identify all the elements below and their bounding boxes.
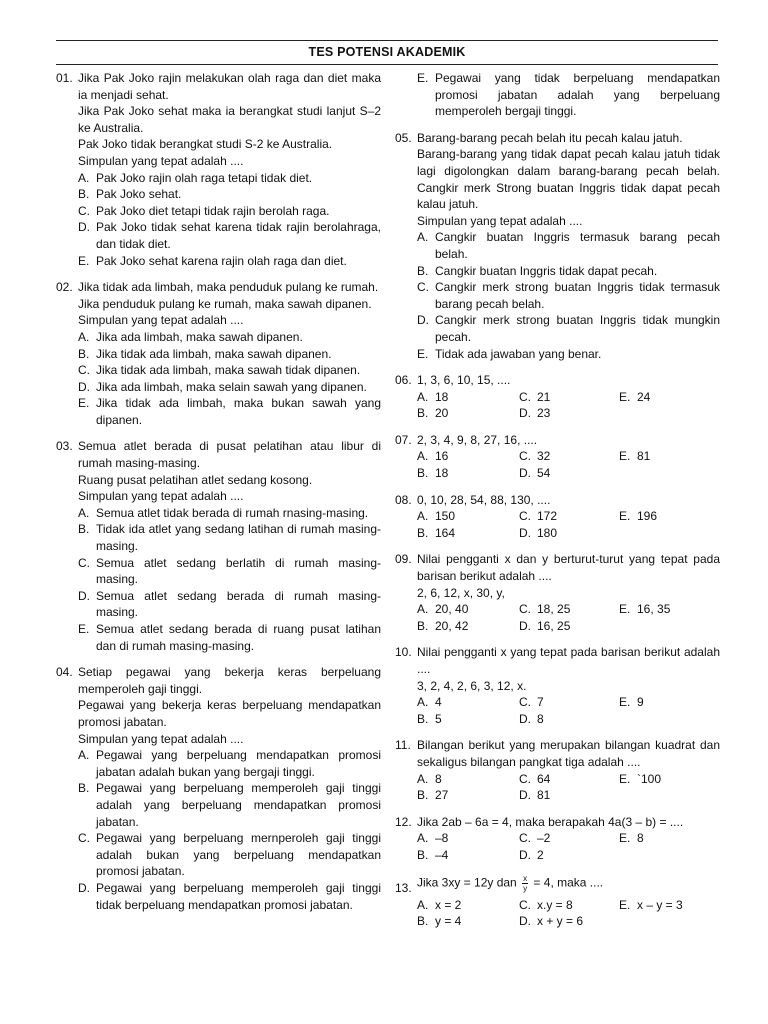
option-e[interactable] xyxy=(417,346,720,363)
option-text: Semua atlet sedang berada di ruang pusat latihan dan di rumah masing-masing. xyxy=(96,622,381,653)
option-text: 8 xyxy=(637,831,644,846)
option-c[interactable] xyxy=(519,601,619,618)
premise: Semua atlet berada di pusat pelatihan atau libur di rumah masing-masing. xyxy=(78,439,381,471)
question-body xyxy=(417,874,720,930)
question-body xyxy=(417,492,720,542)
question-prompt: Jika 2ab – 6a = 4, maka berapakah 4a(3 – b) = .... xyxy=(417,814,684,829)
option-text: 9 xyxy=(637,695,644,710)
option-text: Cangkir merk strong buatan Inggris tidak mungkin pecah. xyxy=(435,313,720,344)
option-letter: D. xyxy=(519,466,531,481)
option-letter: A. xyxy=(417,449,429,464)
option-d[interactable] xyxy=(519,405,619,422)
option-text: 196 xyxy=(637,509,658,524)
option-text: 18, 25 xyxy=(537,602,571,617)
option-text: Pak Joko diet tetapi tidak rajin berolah raga. xyxy=(96,203,330,218)
premise: Barang-barang yang tidak dapat pecah kalau jatuh tidak lagi digolongkan dalam barang-barang pecah belah. Cangkir merk Strong buatan Inggris tidak dapat pecah kalau jatuh. xyxy=(417,147,720,212)
answer-options xyxy=(78,505,381,654)
question-number: 02. xyxy=(56,280,73,295)
option-letter: D. xyxy=(519,618,531,633)
option-c[interactable] xyxy=(519,771,619,788)
question-number: 09. xyxy=(395,552,412,567)
question-number: 07. xyxy=(395,432,412,447)
question-body xyxy=(417,70,720,120)
answer-options xyxy=(78,747,381,913)
option-text: Semua atlet sedang berada di rumah masing-masing. xyxy=(96,588,381,620)
option-b[interactable] xyxy=(417,618,519,635)
option-text: 2 xyxy=(537,847,544,862)
option-text: x – y = 3 xyxy=(637,897,683,912)
option-letter: D. xyxy=(519,406,531,421)
option-c[interactable] xyxy=(417,279,720,312)
option-e[interactable] xyxy=(619,830,719,847)
option-e[interactable] xyxy=(619,771,719,788)
option-e[interactable] xyxy=(619,389,719,406)
option-letter: B. xyxy=(417,406,429,421)
question-prompt: Nilai pengganti x yang tepat pada barisan berikut adalah .... xyxy=(417,645,720,676)
option-c[interactable] xyxy=(78,555,381,588)
answer-options xyxy=(78,329,381,429)
option-a[interactable] xyxy=(78,170,381,187)
option-letter: E. xyxy=(417,71,429,85)
option-letter: E. xyxy=(417,346,429,361)
option-text: 27 xyxy=(435,788,449,803)
option-letter: B. xyxy=(78,187,90,202)
question-10 xyxy=(395,644,720,727)
option-c[interactable] xyxy=(78,830,381,880)
option-a[interactable] xyxy=(78,747,381,780)
option-letter: D. xyxy=(519,525,531,540)
option-letter: B. xyxy=(417,466,429,481)
premise: Jika Pak Joko sehat maka ia berangkat studi lanjut S–2 ke Australia. xyxy=(78,104,381,135)
option-d[interactable] xyxy=(519,618,619,635)
question-07 xyxy=(395,432,720,482)
option-letter: D. xyxy=(78,588,90,603)
question-08 xyxy=(395,492,720,542)
option-letter: C. xyxy=(519,509,531,524)
right-column xyxy=(395,70,720,930)
option-text: –8 xyxy=(435,831,449,846)
option-d[interactable] xyxy=(519,913,619,930)
option-d[interactable] xyxy=(78,880,381,913)
option-e[interactable] xyxy=(78,395,381,428)
premise: Jika Pak Joko rajin melakukan olah raga dan diet maka ia menjadi sehat. xyxy=(78,71,381,102)
premise: Jika penduduk pulang ke rumah, maka sawah dipanen. xyxy=(78,296,372,311)
answer-options xyxy=(417,694,720,727)
option-b[interactable] xyxy=(417,913,519,930)
premise: Pak Joko tidak berangkat studi S-2 ke Australia. xyxy=(78,137,333,152)
option-text: 5 xyxy=(435,711,442,726)
option-d[interactable] xyxy=(519,787,619,804)
option-d[interactable] xyxy=(519,465,619,482)
question-09 xyxy=(395,551,720,634)
option-text: 4 xyxy=(435,695,442,710)
option-c[interactable] xyxy=(519,830,619,847)
option-text: Tidak ida atlet yang sedang latihan di rumah masing-masing. xyxy=(96,522,381,554)
question-body xyxy=(78,664,381,913)
option-letter: A. xyxy=(417,771,429,786)
option-letter: A. xyxy=(417,695,429,710)
option-text: 150 xyxy=(435,509,456,524)
option-letter: E. xyxy=(619,449,631,464)
question-number: 08. xyxy=(395,492,412,507)
number-sequence: 0, 10, 28, 54, 88, 130, .... xyxy=(417,492,551,507)
question-body xyxy=(417,644,720,727)
option-text: 16, 35 xyxy=(637,602,671,617)
option-letter: E. xyxy=(619,389,631,404)
question-prompt xyxy=(417,874,720,893)
option-letter: E. xyxy=(619,602,631,617)
option-c[interactable] xyxy=(519,389,619,406)
option-text: Pak Joko sehat. xyxy=(96,187,182,202)
option-b[interactable] xyxy=(417,711,519,728)
premise: Jika tidak ada limbah, maka penduduk pulang ke rumah. xyxy=(78,280,379,295)
option-letter: D. xyxy=(78,379,90,394)
fraction-numerator: x xyxy=(523,873,528,883)
option-text: 18 xyxy=(435,389,449,404)
option-text: 164 xyxy=(435,525,456,540)
option-text: Jika tidak ada limbah, maka sawah dipanen. xyxy=(96,346,332,361)
answer-options xyxy=(417,508,720,541)
option-letter: D. xyxy=(417,313,429,328)
option-a[interactable] xyxy=(417,694,519,711)
option-e[interactable] xyxy=(78,621,381,654)
question-body xyxy=(417,551,720,634)
option-letter: E. xyxy=(78,396,90,411)
option-letter: C. xyxy=(519,897,531,912)
option-letter: B. xyxy=(417,618,429,633)
answer-options xyxy=(78,170,381,270)
question-number: 01. xyxy=(56,71,73,85)
answer-options xyxy=(417,389,720,422)
question-04 xyxy=(56,664,381,913)
option-text: Semua atlet sedang berlatih di rumah masing-masing. xyxy=(96,555,381,587)
option-text: Jika ada limbah, maka sawah dipanen. xyxy=(96,329,303,344)
option-letter: B. xyxy=(78,522,90,537)
question-number: 11. xyxy=(395,738,411,753)
question-01 xyxy=(56,70,381,269)
option-letter: B. xyxy=(417,788,429,803)
option-text: x = 2 xyxy=(435,897,462,912)
option-b[interactable] xyxy=(417,405,519,422)
option-e[interactable] xyxy=(619,694,719,711)
answer-options xyxy=(417,448,720,481)
option-letter: B. xyxy=(78,346,90,361)
option-text: 8 xyxy=(537,711,544,726)
option-text: 18 xyxy=(435,466,449,481)
question-prompt: Simpulan yang tepat adalah .... xyxy=(78,153,244,168)
option-text: 16 xyxy=(435,449,449,464)
fraction-denominator: y xyxy=(523,883,528,893)
option-letter: A. xyxy=(417,897,429,912)
question-03 xyxy=(56,438,381,654)
option-text: x + y = 6 xyxy=(537,914,584,929)
option-text: 8 xyxy=(435,771,442,786)
option-b[interactable] xyxy=(417,465,519,482)
question-prompt: Simpulan yang tepat adalah .... xyxy=(78,313,244,328)
option-a[interactable] xyxy=(417,771,519,788)
premise: Pegawai yang bekerja keras berpeluang mendapatkan promosi jabatan. xyxy=(78,698,381,729)
title-rule xyxy=(56,64,718,65)
option-letter: E. xyxy=(78,253,90,268)
premise: Ruang pusat pelatihan atlet sedang kosong. xyxy=(78,472,313,487)
premise: Setiap pegawai yang bekerja keras berpeluang memperoleh gaji tinggi. xyxy=(78,665,381,696)
question-number: 10. xyxy=(395,645,412,660)
option-letter: D. xyxy=(519,788,531,803)
option-letter: C. xyxy=(78,555,90,570)
question-body xyxy=(417,432,720,482)
option-text: `100 xyxy=(637,771,662,786)
option-text: Jika tidak ada limbah, maka bukan sawah yang dipanen. xyxy=(96,396,381,427)
option-letter: C. xyxy=(519,449,531,464)
option-d[interactable] xyxy=(78,588,381,621)
option-d[interactable] xyxy=(519,847,619,864)
option-letter: E. xyxy=(619,509,631,524)
option-letter: C. xyxy=(417,280,429,295)
option-text: Pegawai yang berpeluang mendapatkan promosi jabatan adalah bukan yang bergaji tinggi. xyxy=(96,748,381,779)
option-letter: A. xyxy=(78,505,90,520)
option-letter: B. xyxy=(417,525,429,540)
option-d[interactable] xyxy=(78,219,381,252)
prompt-text: = 4, maka .... xyxy=(533,875,604,890)
option-letter: C. xyxy=(78,831,90,846)
option-a[interactable] xyxy=(417,830,519,847)
option-letter: E. xyxy=(619,831,631,846)
number-sequence: 3, 2, 4, 2, 6, 3, 12, x. xyxy=(417,678,527,693)
question-06 xyxy=(395,372,720,422)
question-prompt: Simpulan yang tepat adalah .... xyxy=(78,731,244,746)
option-c[interactable] xyxy=(519,448,619,465)
question-05 xyxy=(395,130,720,362)
option-letter: B. xyxy=(417,847,429,862)
option-letter: A. xyxy=(417,602,429,617)
option-letter: A. xyxy=(78,170,90,185)
option-text: 20, 42 xyxy=(435,618,469,633)
option-a[interactable] xyxy=(78,329,381,346)
option-text: Jika tidak ada limbah, maka sawah tidak dipanen. xyxy=(96,363,361,378)
option-b[interactable] xyxy=(78,346,381,363)
option-text: Cangkir buatan Inggris termasuk barang pecah belah. xyxy=(435,230,720,261)
option-c[interactable] xyxy=(78,362,381,379)
option-c[interactable] xyxy=(519,508,619,525)
option-letter: A. xyxy=(417,509,429,524)
question-prompt: Simpulan yang tepat adalah .... xyxy=(78,489,244,504)
option-letter: C. xyxy=(519,771,531,786)
question-12 xyxy=(395,814,720,864)
question-body xyxy=(78,438,381,654)
question-body xyxy=(78,279,381,428)
option-letter: C. xyxy=(519,695,531,710)
option-letter: E. xyxy=(619,771,631,786)
question-body xyxy=(78,70,381,269)
option-e[interactable] xyxy=(619,601,719,618)
answer-options xyxy=(417,771,720,804)
option-text: y = 4 xyxy=(435,914,462,929)
option-d[interactable] xyxy=(519,711,619,728)
question-number: 03. xyxy=(56,439,73,454)
question-body xyxy=(417,372,720,422)
option-text: 21 xyxy=(537,389,551,404)
top-rule xyxy=(56,40,718,41)
question-11 xyxy=(395,737,720,803)
premise: Barang-barang pecah belah itu pecah kalau jatuh. xyxy=(417,130,683,145)
option-letter: A. xyxy=(417,831,429,846)
option-letter: C. xyxy=(519,831,531,846)
option-text: 20, 40 xyxy=(435,602,469,617)
option-b[interactable] xyxy=(78,186,381,203)
option-c[interactable] xyxy=(78,203,381,220)
option-letter: B. xyxy=(78,781,90,796)
option-text: 20 xyxy=(435,406,449,421)
option-text: Jika ada limbah, maka selain sawah yang dipanen. xyxy=(96,379,367,394)
option-a[interactable] xyxy=(78,505,381,522)
number-sequence: 2, 6, 12, x, 30, y, xyxy=(417,585,505,600)
option-text: Pegawai yang berpeluang mernperoleh gaji tinggi adalah bukan yang berpeluang mendapatkan promosi jabatan. xyxy=(96,831,381,879)
question-number: 13. xyxy=(395,880,412,895)
option-text: Semua atlet tidak berada di rumah rnasing-masing. xyxy=(96,505,369,520)
option-d[interactable] xyxy=(78,379,381,396)
question-prompt: Simpulan yang tepat adalah .... xyxy=(417,213,583,228)
option-text: Tidak ada jawaban yang benar. xyxy=(435,346,602,361)
option-text: 32 xyxy=(537,449,551,464)
option-b[interactable] xyxy=(417,787,519,804)
option-text: Pegawai yang berpeluang memperoleh gaji tinggi adalah yang berpeluang mendapatkan promosi jabatan. xyxy=(96,781,381,829)
option-text: Cangkir merk strong buatan Inggris tidak termasuk barang pecah belah. xyxy=(435,280,720,311)
question-02 xyxy=(56,279,381,428)
option-text: 24 xyxy=(637,389,651,404)
question-body xyxy=(417,130,720,362)
answer-options xyxy=(417,897,720,930)
question-13 xyxy=(395,874,720,930)
option-letter: B. xyxy=(417,263,429,278)
option-letter: C. xyxy=(519,602,531,617)
question-body xyxy=(417,737,720,803)
answer-options xyxy=(417,229,720,362)
option-letter: D. xyxy=(78,880,90,895)
option-c[interactable] xyxy=(519,694,619,711)
option-letter: E. xyxy=(78,622,90,636)
option-a[interactable] xyxy=(417,601,519,618)
option-text: Pak Joko sehat karena rajin olah raga dan diet. xyxy=(96,253,347,268)
option-letter: C. xyxy=(519,389,531,404)
option-text: x.y = 8 xyxy=(537,897,573,912)
option-text: 172 xyxy=(537,509,558,524)
option-b[interactable] xyxy=(417,525,519,542)
option-e[interactable] xyxy=(619,508,719,525)
option-letter: B. xyxy=(417,914,429,929)
prompt-text: Jika 3xy = 12y dan xyxy=(417,875,517,890)
option-letter: D. xyxy=(519,914,531,929)
option-text: Pegawai yang berpeluang memperoleh gaji tinggi tidak berpeluang mendapatkan promosi jabatan. xyxy=(96,880,381,912)
number-sequence: 2, 3, 4, 9, 8, 27, 16, .... xyxy=(417,432,538,447)
option-letter: A. xyxy=(78,748,90,763)
option-d[interactable] xyxy=(519,525,619,542)
option-text: 23 xyxy=(537,406,551,421)
option-e[interactable] xyxy=(619,897,719,914)
option-b[interactable] xyxy=(417,847,519,864)
option-text: 81 xyxy=(537,788,551,803)
question-number: 05. xyxy=(395,130,412,145)
fraction xyxy=(522,874,528,893)
option-b[interactable] xyxy=(417,263,720,280)
option-e[interactable] xyxy=(417,70,720,120)
answer-options xyxy=(417,601,720,634)
option-a[interactable] xyxy=(417,508,519,525)
question-number: 06. xyxy=(395,373,412,388)
option-a[interactable] xyxy=(417,389,519,406)
option-letter: E. xyxy=(619,897,631,912)
option-text: 54 xyxy=(537,466,551,481)
answer-options xyxy=(417,830,720,863)
option-letter: A. xyxy=(417,389,429,404)
option-letter: C. xyxy=(78,203,90,218)
option-c[interactable] xyxy=(519,897,619,914)
question-body xyxy=(417,814,720,864)
option-text: 7 xyxy=(537,695,544,710)
number-sequence: 1, 3, 6, 10, 15, .... xyxy=(417,373,511,388)
left-column xyxy=(56,70,381,913)
option-letter: D. xyxy=(519,711,531,726)
option-text: Cangkir buatan Inggris tidak dapat pecah. xyxy=(435,263,658,278)
question-number: 04. xyxy=(56,665,73,680)
option-text: 16, 25 xyxy=(537,618,571,633)
option-text: Pak Joko rajin olah raga tetapi tidak diet. xyxy=(96,170,313,185)
page-title: TES POTENSI AKADEMIK xyxy=(308,45,466,59)
option-letter: B. xyxy=(417,711,429,726)
option-text: Pak Joko tidak sehat karena tidak rajin berolahraga, dan tidak diet. xyxy=(96,220,381,251)
option-letter: A. xyxy=(417,230,429,245)
option-d[interactable] xyxy=(417,312,720,345)
option-text: –4 xyxy=(435,847,449,862)
option-b[interactable] xyxy=(78,780,381,830)
option-e[interactable] xyxy=(78,253,381,270)
option-letter: E. xyxy=(619,695,631,710)
option-letter: A. xyxy=(78,329,90,344)
option-letter: C. xyxy=(78,363,90,378)
option-letter: D. xyxy=(519,847,531,862)
question-prompt: Bilangan berikut yang merupakan bilangan kuadrat dan sekaligus bilangan pangkat tiga adalah .... xyxy=(417,738,720,769)
option-a[interactable] xyxy=(417,897,519,914)
option-text: 64 xyxy=(537,771,551,786)
option-text: 180 xyxy=(537,525,558,540)
option-letter: D. xyxy=(78,220,90,235)
option-a[interactable] xyxy=(417,229,720,262)
question-number: 12. xyxy=(395,814,412,829)
question-04-continued xyxy=(395,70,720,120)
option-text: Pegawai yang tidak berpeluang mendapatkan promosi jabatan adalah yang berpeluang memperoleh bergaji tinggi. xyxy=(435,71,720,119)
option-b[interactable] xyxy=(78,521,381,554)
option-a[interactable] xyxy=(417,448,519,465)
option-text: –2 xyxy=(537,831,551,846)
question-prompt: Nilai pengganti x dan y berturut-turut yang tepat pada barisan berikut adalah .... xyxy=(417,552,720,584)
option-text: 81 xyxy=(637,449,651,464)
option-e[interactable] xyxy=(619,448,719,465)
